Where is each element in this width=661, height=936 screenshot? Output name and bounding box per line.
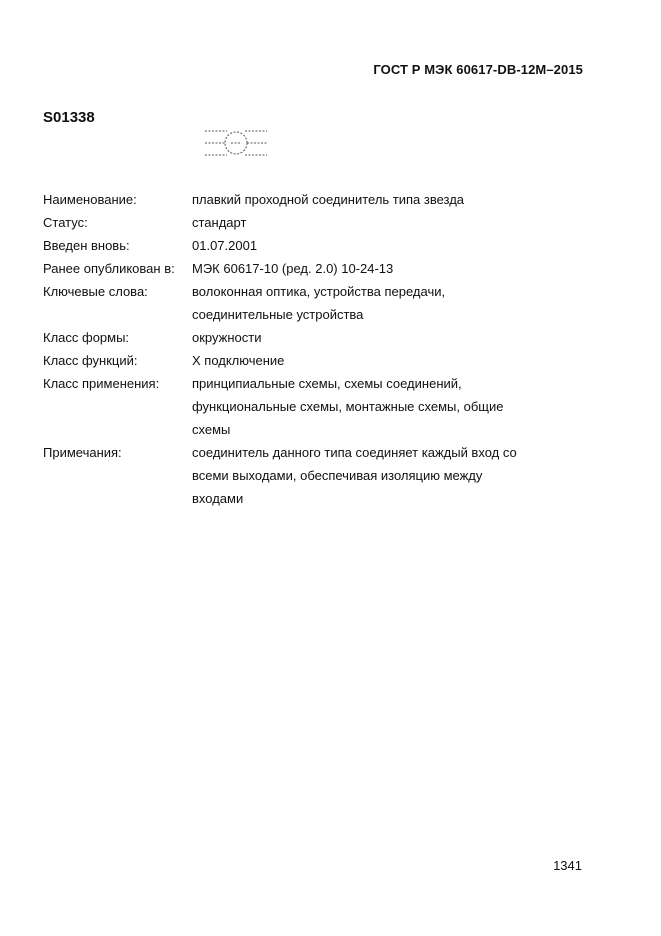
field-value: стандарт bbox=[192, 215, 247, 230]
field-label: Класс функций: bbox=[43, 353, 138, 368]
field-row-notes bbox=[43, 441, 563, 510]
field-label: Статус: bbox=[43, 215, 88, 230]
field-label: Введен вновь: bbox=[43, 238, 130, 253]
field-value: плавкий проходной соединитель типа звезда bbox=[192, 192, 465, 207]
field-label: Ранее опубликован в: bbox=[43, 261, 175, 276]
field-value: X подключение bbox=[192, 353, 285, 368]
field-label: Примечания: bbox=[43, 445, 122, 460]
field-value: волоконная оптика, устройства передачи, соединительные устройства bbox=[192, 284, 446, 322]
field-label: Наименование: bbox=[43, 192, 137, 207]
field-label: Класс применения: bbox=[43, 376, 160, 391]
field-value: 01.07.2001 bbox=[192, 238, 258, 253]
field-row-function-class bbox=[43, 349, 563, 372]
field-row-name bbox=[43, 188, 563, 211]
document-header: ГОСТ Р МЭК 60617-DB-12М–2015 bbox=[373, 62, 583, 77]
field-label: Ключевые слова: bbox=[43, 284, 148, 299]
field-value: окружности bbox=[192, 330, 262, 345]
star-coupler-symbol-icon bbox=[203, 126, 269, 160]
field-label: Класс формы: bbox=[43, 330, 130, 345]
field-value: МЭК 60617-10 (ред. 2.0) 10-24-13 bbox=[192, 261, 394, 276]
field-value: соединитель данного типа соединяет каждый вход со всеми выходами, обеспечивая изоляцию между входами bbox=[192, 445, 517, 506]
field-row-keywords bbox=[43, 280, 563, 326]
field-value: принципиальные схемы, схемы соединений, функциональные схемы, монтажные схемы, общие схемы bbox=[192, 376, 504, 437]
field-row-introduced bbox=[43, 234, 563, 257]
symbol-code: S01338 bbox=[43, 109, 95, 126]
field-row-application-class bbox=[43, 372, 563, 441]
field-row-status bbox=[43, 211, 563, 234]
properties-table bbox=[43, 188, 563, 510]
field-row-shape-class bbox=[43, 326, 563, 349]
page-number: 1341 bbox=[553, 858, 582, 873]
field-row-previously-published bbox=[43, 257, 563, 280]
